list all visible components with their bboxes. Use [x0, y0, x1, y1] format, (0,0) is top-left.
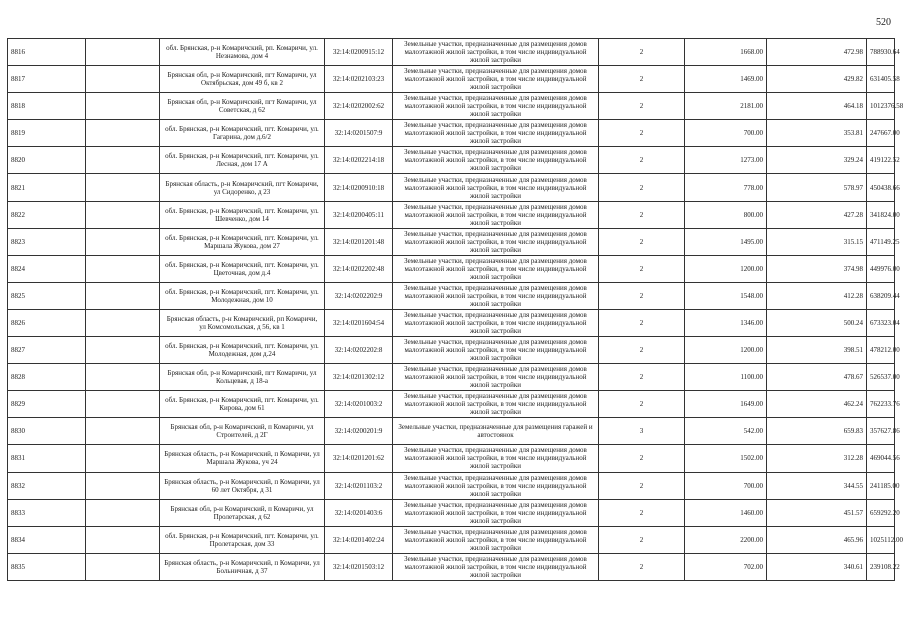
row-number: 8824 — [8, 255, 86, 282]
land-use-cell: Земельные участки, предназначенные для размещения домов малоэтажной жилой застройки, в том числе индивидуальной жилой застройки — [393, 120, 599, 147]
cadastral-value-cell: 1012376.58 — [867, 93, 895, 120]
cadastral-value-cell: 449976.00 — [867, 255, 895, 282]
specific-value-cell: 312.28 — [767, 445, 867, 472]
area-cell: 1100.00 — [685, 364, 767, 391]
table-row — [8, 201, 895, 228]
row-number: 8816 — [8, 39, 86, 66]
cadastral-value-table — [7, 38, 904, 581]
group-cell: 2 — [599, 337, 685, 364]
blank-cell — [86, 391, 160, 418]
group-cell: 2 — [599, 472, 685, 499]
cadastral-value-cell: 247667.00 — [867, 120, 895, 147]
blank-cell — [86, 472, 160, 499]
cadastral-value-cell: 526537.00 — [867, 364, 895, 391]
land-use-cell: Земельные участки, предназначенные для размещения домов малоэтажной жилой застройки, в том числе индивидуальной жилой застройки — [393, 553, 599, 580]
address-cell: обл. Брянская, р-н Комаричский, пгт. Комаричи, ул. Молодежная, дом 10 — [160, 282, 325, 309]
specific-value-cell: 464.18 — [767, 93, 867, 120]
group-cell: 2 — [599, 445, 685, 472]
blank-cell — [86, 364, 160, 391]
area-cell: 2181.00 — [685, 93, 767, 120]
blank-cell — [86, 66, 160, 93]
cadastral-value-cell: 1025112.00 — [867, 526, 895, 553]
land-use-cell: Земельные участки, предназначенные для размещения домов малоэтажной жилой застройки, в том числе индивидуальной жилой застройки — [393, 147, 599, 174]
address-cell: обл. Брянская, р-н Комаричский, пгт. Комаричи, ул. Лесная, дом 17 А — [160, 147, 325, 174]
address-cell: обл. Брянская, р-н Комаричский, пгт. Комаричи, ул. Молодежная, дом д.24 — [160, 337, 325, 364]
specific-value-cell: 353.81 — [767, 120, 867, 147]
table-row — [8, 445, 895, 472]
table-row — [8, 364, 895, 391]
table-row — [8, 499, 895, 526]
specific-value-cell: 478.67 — [767, 364, 867, 391]
blank-cell — [86, 418, 160, 445]
specific-value-cell: 451.57 — [767, 499, 867, 526]
group-cell: 2 — [599, 364, 685, 391]
address-cell: Брянская область, р-н Комаричский, п Комаричи, ул Маршала Жукова, уч 24 — [160, 445, 325, 472]
area-cell: 700.00 — [685, 120, 767, 147]
cadastral-number-cell: 32:14:0202002:62 — [325, 93, 393, 120]
group-cell: 2 — [599, 255, 685, 282]
blank-cell — [86, 337, 160, 364]
land-use-cell: Земельные участки, предназначенные для размещения домов малоэтажной жилой застройки, в том числе индивидуальной жилой застройки — [393, 93, 599, 120]
row-number: 8823 — [8, 228, 86, 255]
cadastral-number-cell: 32:14:0202202:48 — [325, 255, 393, 282]
cadastral-number-cell: 32:14:0201003:2 — [325, 391, 393, 418]
address-cell: обл. Брянская, р-н Комаричский, пгт. Комаричи, ул. Гагарина, дом д.6/2 — [160, 120, 325, 147]
row-number: 8832 — [8, 472, 86, 499]
group-cell: 2 — [599, 174, 685, 201]
blank-cell — [86, 174, 160, 201]
specific-value-cell: 315.15 — [767, 228, 867, 255]
address-cell: Брянская обл, р-н Комаричский, п Комаричи, ул Строителей, д 2Г — [160, 418, 325, 445]
land-use-cell: Земельные участки, предназначенные для размещения домов малоэтажной жилой застройки, в том числе индивидуальной жилой застройки — [393, 282, 599, 309]
address-cell: Брянская обл, р-н Комаричский, п Комаричи, ул Пролетарская, д 62 — [160, 499, 325, 526]
land-use-cell: Земельные участки, предназначенные для размещения домов малоэтажной жилой застройки, в том числе индивидуальной жилой застройки — [393, 445, 599, 472]
table-row — [8, 309, 895, 336]
specific-value-cell: 412.28 — [767, 282, 867, 309]
table-row — [8, 120, 895, 147]
cadastral-value-cell: 450438.66 — [867, 174, 895, 201]
specific-value-cell: 329.24 — [767, 147, 867, 174]
area-cell: 1273.00 — [685, 147, 767, 174]
land-use-cell: Земельные участки, предназначенные для размещения домов малоэтажной жилой застройки, в том числе индивидуальной жилой застройки — [393, 526, 599, 553]
table-body — [8, 39, 904, 581]
table-row — [8, 39, 895, 66]
cadastral-number-cell: 32:14:0202214:18 — [325, 147, 393, 174]
specific-value-cell: 340.61 — [767, 553, 867, 580]
specific-value-cell: 578.97 — [767, 174, 867, 201]
area-cell: 1200.00 — [685, 255, 767, 282]
address-cell: Брянская область, р-н Комаричский, рп Комаричи, ул Комсомольская, д 56, кв 1 — [160, 309, 325, 336]
land-use-cell: Земельные участки, предназначенные для размещения домов малоэтажной жилой застройки, в том числе индивидуальной жилой застройки — [393, 337, 599, 364]
cadastral-number-cell: 32:14:0201507:9 — [325, 120, 393, 147]
address-cell: обл. Брянская, р-н Комаричский, пгт. Комаричи, ул. Кирова, дом 61 — [160, 391, 325, 418]
group-cell: 2 — [599, 499, 685, 526]
area-cell: 702.00 — [685, 553, 767, 580]
land-use-cell: Земельные участки, предназначенные для размещения домов малоэтажной жилой застройки, в том числе индивидуальной жилой застройки — [393, 391, 599, 418]
row-number: 8834 — [8, 526, 86, 553]
blank-cell — [86, 228, 160, 255]
area-cell: 542.00 — [685, 418, 767, 445]
address-cell: Брянская область, р-н Комаричский, пгт Комаричи, ул Сидоренко, д 23 — [160, 174, 325, 201]
cadastral-value-cell: 788930.64 — [867, 39, 895, 66]
cadastral-number-cell: 32:14:0200405:11 — [325, 201, 393, 228]
group-cell: 2 — [599, 526, 685, 553]
area-cell: 1460.00 — [685, 499, 767, 526]
land-use-cell: Земельные участки, предназначенные для размещения домов малоэтажной жилой застройки, в том числе индивидуальной жилой застройки — [393, 255, 599, 282]
area-cell: 2200.00 — [685, 526, 767, 553]
area-cell: 778.00 — [685, 174, 767, 201]
cadastral-value-cell: 638209.44 — [867, 282, 895, 309]
area-cell: 1469.00 — [685, 66, 767, 93]
group-cell: 2 — [599, 39, 685, 66]
blank-cell — [86, 255, 160, 282]
specific-value-cell: 429.82 — [767, 66, 867, 93]
land-use-cell: Земельные участки, предназначенные для размещения домов малоэтажной жилой застройки, в том числе индивидуальной жилой застройки — [393, 39, 599, 66]
blank-cell — [86, 282, 160, 309]
group-cell: 2 — [599, 201, 685, 228]
cadastral-number-cell: 32:14:0200201:9 — [325, 418, 393, 445]
cadastral-number-cell: 32:14:0202103:23 — [325, 66, 393, 93]
land-use-cell: Земельные участки, предназначенные для размещения домов малоэтажной жилой застройки, в том числе индивидуальной жилой застройки — [393, 364, 599, 391]
specific-value-cell: 398.51 — [767, 337, 867, 364]
group-cell: 2 — [599, 228, 685, 255]
land-use-cell: Земельные участки, предназначенные для размещения домов малоэтажной жилой застройки, в том числе индивидуальной жилой застройки — [393, 66, 599, 93]
area-cell: 1548.00 — [685, 282, 767, 309]
address-cell: обл. Брянская, р-н Комаричский, пгт. Комаричи, ул. Маршала Жукова, дом 27 — [160, 228, 325, 255]
cadastral-number-cell: 32:14:0201302:12 — [325, 364, 393, 391]
land-use-cell: Земельные участки, предназначенные для размещения домов малоэтажной жилой застройки, в том числе индивидуальной жилой застройки — [393, 201, 599, 228]
land-use-cell: Земельные участки, предназначенные для размещения домов малоэтажной жилой застройки, в том числе индивидуальной жилой застройки — [393, 228, 599, 255]
cadastral-number-cell: 32:14:0200915:12 — [325, 39, 393, 66]
group-cell: 2 — [599, 93, 685, 120]
cadastral-value-cell: 241185.00 — [867, 472, 895, 499]
row-number: 8830 — [8, 418, 86, 445]
area-cell: 1200.00 — [685, 337, 767, 364]
cadastral-number-cell: 32:14:0201604:54 — [325, 309, 393, 336]
area-cell: 1495.00 — [685, 228, 767, 255]
area-cell: 1346.00 — [685, 309, 767, 336]
specific-value-cell: 427.28 — [767, 201, 867, 228]
row-number: 8833 — [8, 499, 86, 526]
blank-cell — [86, 201, 160, 228]
address-cell: обл. Брянская, р-н Комаричский, пгт. Комаричи, ул. Пролетарская, дом 33 — [160, 526, 325, 553]
cadastral-value-cell: 631405.58 — [867, 66, 895, 93]
row-number: 8818 — [8, 93, 86, 120]
group-cell: 2 — [599, 282, 685, 309]
blank-cell — [86, 120, 160, 147]
blank-cell — [86, 553, 160, 580]
row-number: 8827 — [8, 337, 86, 364]
specific-value-cell: 465.96 — [767, 526, 867, 553]
blank-cell — [86, 39, 160, 66]
cadastral-number-cell: 32:14:0200910:18 — [325, 174, 393, 201]
specific-value-cell: 472.98 — [767, 39, 867, 66]
cadastral-value-cell: 673323.04 — [867, 309, 895, 336]
row-number: 8822 — [8, 201, 86, 228]
address-cell: Брянская обл, р-н Комаричский, пгт Комаричи, ул Октябрьская, дом 49 б, кв 2 — [160, 66, 325, 93]
table-row — [8, 526, 895, 553]
cadastral-number-cell: 32:14:0201503:12 — [325, 553, 393, 580]
area-cell: 1668.00 — [685, 39, 767, 66]
specific-value-cell: 500.24 — [767, 309, 867, 336]
blank-cell — [86, 309, 160, 336]
table-row — [8, 228, 895, 255]
row-number: 8826 — [8, 309, 86, 336]
table-row — [8, 66, 895, 93]
cadastral-number-cell: 32:14:0201403:6 — [325, 499, 393, 526]
table-row — [8, 418, 895, 445]
land-use-cell: Земельные участки, предназначенные для размещения домов малоэтажной жилой застройки, в том числе индивидуальной жилой застройки — [393, 309, 599, 336]
table-row — [8, 282, 895, 309]
group-cell: 2 — [599, 120, 685, 147]
table-row — [8, 93, 895, 120]
cadastral-number-cell: 32:14:0201402:24 — [325, 526, 393, 553]
blank-cell — [86, 526, 160, 553]
group-cell: 2 — [599, 66, 685, 93]
row-number: 8831 — [8, 445, 86, 472]
area-cell: 1502.00 — [685, 445, 767, 472]
cadastral-value-cell: 659292.20 — [867, 499, 895, 526]
group-cell: 2 — [599, 391, 685, 418]
table-row — [8, 174, 895, 201]
blank-cell — [86, 147, 160, 174]
blank-cell — [86, 499, 160, 526]
cadastral-value-cell: 478212.00 — [867, 337, 895, 364]
cadastral-value-cell: 357627.86 — [867, 418, 895, 445]
row-number: 8835 — [8, 553, 86, 580]
table-row — [8, 391, 895, 418]
row-number: 8820 — [8, 147, 86, 174]
cadastral-value-cell: 341824.00 — [867, 201, 895, 228]
land-use-cell: Земельные участки, предназначенные для размещения домов малоэтажной жилой застройки, в том числе индивидуальной жилой застройки — [393, 472, 599, 499]
row-number: 8821 — [8, 174, 86, 201]
group-cell: 2 — [599, 553, 685, 580]
table-row — [8, 472, 895, 499]
land-use-cell: Земельные участки, предназначенные для размещения домов малоэтажной жилой застройки, в том числе индивидуальной жилой застройки — [393, 499, 599, 526]
blank-cell — [86, 445, 160, 472]
table-row — [8, 147, 895, 174]
cadastral-number-cell: 32:14:0202202:9 — [325, 282, 393, 309]
area-cell: 700.00 — [685, 472, 767, 499]
address-cell: обл. Брянская, р-н Комаричский, пгт. Комаричи, ул. Шевченко, дом 14 — [160, 201, 325, 228]
group-cell: 2 — [599, 147, 685, 174]
group-cell: 3 — [599, 418, 685, 445]
table-row — [8, 553, 895, 580]
land-use-cell: Земельные участки, предназначенные для размещения домов малоэтажной жилой застройки, в том числе индивидуальной жилой застройки — [393, 174, 599, 201]
specific-value-cell: 374.98 — [767, 255, 867, 282]
row-number: 8828 — [8, 364, 86, 391]
cadastral-number-cell: 32:14:0201201:48 — [325, 228, 393, 255]
land-use-cell: Земельные участки, предназначенные для размещения гаражей и автостоянок — [393, 418, 599, 445]
blank-cell — [86, 93, 160, 120]
area-cell: 1649.00 — [685, 391, 767, 418]
cadastral-number-cell: 32:14:0202202:8 — [325, 337, 393, 364]
page-number: 520 — [876, 17, 891, 28]
area-cell: 800.00 — [685, 201, 767, 228]
address-cell: Брянская обл, р-н Комаричский, пгт Комаричи, ул Советская, д 62 — [160, 93, 325, 120]
table-row — [8, 255, 895, 282]
cadastral-number-cell: 32:14:0201201:62 — [325, 445, 393, 472]
row-number: 8819 — [8, 120, 86, 147]
specific-value-cell: 462.24 — [767, 391, 867, 418]
address-cell: Брянская область, р-н Комаричский, п Комаричи, ул Больничная, д 37 — [160, 553, 325, 580]
address-cell: Брянская обл, р-н Комаричский, пгт Комаричи, ул Кольцевая, д 18-а — [160, 364, 325, 391]
row-number: 8817 — [8, 66, 86, 93]
row-number: 8829 — [8, 391, 86, 418]
group-cell: 2 — [599, 309, 685, 336]
specific-value-cell: 344.55 — [767, 472, 867, 499]
address-cell: обл. Брянская, р-н Комаричский, пгт. Комаричи, ул. Цветочная, дом д.4 — [160, 255, 325, 282]
table-row — [8, 337, 895, 364]
cadastral-value-cell: 469044.56 — [867, 445, 895, 472]
cadastral-value-cell: 239108.22 — [867, 553, 895, 580]
address-cell: обл. Брянская, р-н Комаричский, рп. Комаричи, ул. Незнамова, дом 4 — [160, 39, 325, 66]
cadastral-value-cell: 419122.52 — [867, 147, 895, 174]
address-cell: Брянская область, р-н Комаричский, п Комаричи, ул 60 лет Октября, д 31 — [160, 472, 325, 499]
specific-value-cell: 659.83 — [767, 418, 867, 445]
row-number: 8825 — [8, 282, 86, 309]
cadastral-number-cell: 32:14:0201103:2 — [325, 472, 393, 499]
cadastral-value-cell: 762233.76 — [867, 391, 895, 418]
cadastral-value-cell: 471149.25 — [867, 228, 895, 255]
